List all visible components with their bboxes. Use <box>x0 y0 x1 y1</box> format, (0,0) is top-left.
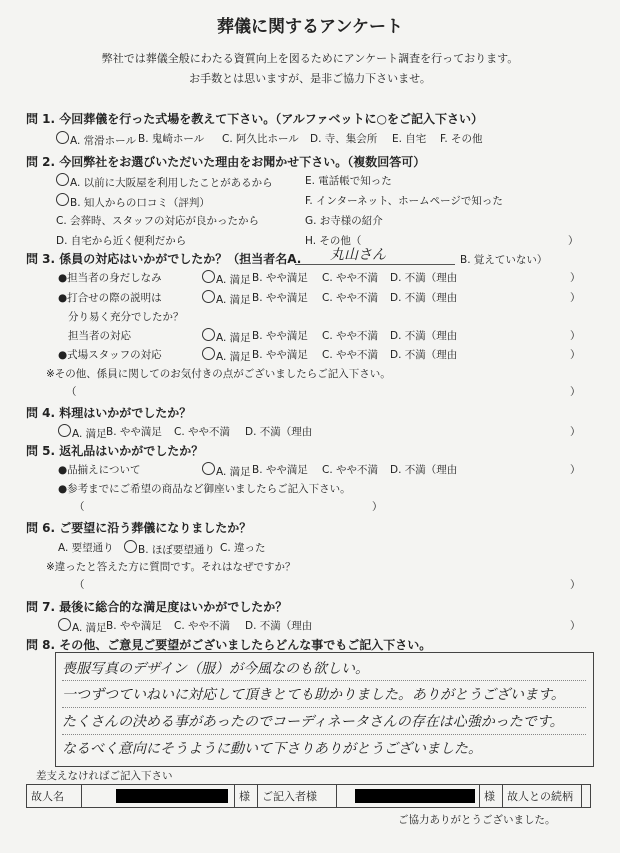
q7-b[interactable]: B. やや満足 <box>106 620 162 632</box>
q2-option-c[interactable]: C. 会葬時、スタッフの対応が良かったから <box>56 215 260 227</box>
q3-note-close: ） <box>570 386 581 398</box>
deceased-label: 故人名 <box>27 785 82 808</box>
circle-mark-icon <box>202 270 215 283</box>
q3-label-end: B. 覚えていない） <box>460 254 548 266</box>
comment-line <box>62 680 586 681</box>
relation-label: 故人との続柄 <box>503 785 582 808</box>
q3-r4-b[interactable]: B. やや満足 <box>252 349 308 361</box>
q5-row: ●品揃えについて <box>58 464 141 476</box>
q3-r2-close: ） <box>570 292 581 304</box>
q3-staff-underline <box>295 264 455 265</box>
q6-note-close: ） <box>570 579 581 591</box>
q4-a[interactable]: A. 満足 <box>58 424 107 441</box>
q5-d[interactable]: D. 不満（理由 <box>390 464 458 476</box>
circle-mark-icon <box>58 618 71 631</box>
circle-mark-icon <box>202 462 215 475</box>
q5-c[interactable]: C. やや不満 <box>322 464 379 476</box>
q4-close: ） <box>570 426 581 438</box>
comment-line <box>62 734 586 735</box>
q1-option-f[interactable]: F. その他 <box>440 133 483 145</box>
q4-b[interactable]: B. やや満足 <box>106 426 162 438</box>
q3-r1-c[interactable]: C. やや不満 <box>322 272 379 284</box>
sama-1: 様 <box>235 785 258 808</box>
circle-mark-icon <box>58 424 71 437</box>
comment-line <box>62 707 586 708</box>
q3-r4-d[interactable]: D. 不満（理由 <box>390 349 458 361</box>
q2-label: 問 2. 今回弊社をお選びいただいた理由をお聞かせ下さい。（複数回答可） <box>26 155 426 169</box>
q3-r4-c[interactable]: C. やや不満 <box>322 349 379 361</box>
q8-comment-1: 喪服写真のデザイン（服）が今風なのも欲しい。 <box>62 661 370 677</box>
intro-line-2: お手数とは思いますが、是非ご協力下さいませ。 <box>189 72 431 85</box>
thanks-text: ご協力ありがとうございました。 <box>398 814 556 826</box>
sama-2: 様 <box>480 785 503 808</box>
q3-r2-b[interactable]: B. やや満足 <box>252 292 308 304</box>
q3-r2-c[interactable]: C. やや不満 <box>322 292 379 304</box>
q7-d[interactable]: D. 不満（理由 <box>245 620 313 632</box>
q3-r2-a[interactable]: A. 満足 <box>202 290 251 307</box>
circle-mark-icon <box>124 540 137 553</box>
q5-a[interactable]: A. 満足 <box>202 462 251 479</box>
q3-row-explanation-2: 分り易く充分でしたか？ <box>68 311 184 323</box>
q3-r4-a[interactable]: A. 満足 <box>202 347 251 364</box>
q5-note: ●参考までにご希望の商品など御座いましたらご記入下さい。 <box>58 483 351 495</box>
redaction-block <box>355 789 475 803</box>
q3-note-open: （ <box>66 386 77 398</box>
q3-r3-close: ） <box>570 330 581 342</box>
redaction-block <box>116 789 228 803</box>
q6-note-open: （ <box>74 579 85 591</box>
deceased-name-field[interactable] <box>82 785 235 808</box>
q3-r3-a[interactable]: A. 満足 <box>202 328 251 345</box>
q6-c[interactable]: C. 違った <box>220 542 266 554</box>
q3-label: 問 3. 係員の対応はいかがでしたか？（担当者名A. <box>26 252 302 266</box>
q3-row-explanation: ●打合せの際の説明は <box>58 292 162 304</box>
footer-note: 差支えなければご記入下さい <box>36 770 173 782</box>
q5-note-open: （ <box>74 501 85 513</box>
q2-option-b[interactable]: B. 知人からの口コミ（評判） <box>56 193 210 210</box>
q2-option-h[interactable]: H. その他（ <box>305 235 362 247</box>
q3-r1-b[interactable]: B. やや満足 <box>252 272 308 284</box>
q1-option-b[interactable]: B. 鬼崎ホール <box>138 133 205 145</box>
circle-mark-icon <box>56 131 69 144</box>
q5-close: ） <box>570 464 581 476</box>
writer-label: ご記入者様 <box>258 785 337 808</box>
q1-option-c[interactable]: C. 阿久比ホール <box>222 133 299 145</box>
q2-option-a[interactable]: A. 以前に大阪屋を利用したことがあるから <box>56 173 273 190</box>
q3-r1-close: ） <box>570 272 581 284</box>
q1-option-e[interactable]: E. 自宅 <box>392 133 427 145</box>
q5-note-close: ） <box>372 501 383 513</box>
q3-r2-d[interactable]: D. 不満（理由 <box>390 292 458 304</box>
relation-field[interactable] <box>582 785 591 808</box>
q3-note: ※その他、係員に関してのお気付きの点がございましたらご記入下さい。 <box>46 368 391 380</box>
q5-label: 問 5. 返礼品はいかがでしたか？ <box>26 444 204 458</box>
q3-r1-d[interactable]: D. 不満（理由 <box>390 272 458 284</box>
q1-option-d[interactable]: D. 寺、集会所 <box>310 133 378 145</box>
q8-comment-3: たくさんの決める事があったのでコーディネータさんの存在は心強かったです。 <box>62 714 564 730</box>
writer-name-field[interactable] <box>337 785 480 808</box>
q6-b[interactable]: B. ほぼ要望通り <box>124 540 215 557</box>
intro-line-1: 弊社では葬儀全般にわたる資質向上を図るためにアンケート調査を行っております。 <box>101 52 519 65</box>
q7-a[interactable]: A. 満足 <box>58 618 107 635</box>
q7-c[interactable]: C. やや不満 <box>174 620 231 632</box>
q3-r4-close: ） <box>570 349 581 361</box>
q6-note: ※違ったと答えた方に質問です。それはなぜですか？ <box>46 561 296 573</box>
circle-mark-icon <box>202 328 215 341</box>
q4-c[interactable]: C. やや不満 <box>174 426 231 438</box>
q3-row-staff: 担当者の対応 <box>68 330 131 342</box>
circle-mark-icon <box>56 193 69 206</box>
q4-label: 問 4. 料理はいかがでしたか？ <box>26 406 192 420</box>
circle-mark-icon <box>202 347 215 360</box>
q1-option-a[interactable]: A. 常滑ホール <box>56 131 136 148</box>
q6-label: 問 6. ご要望に沿う葬儀になりましたか？ <box>26 521 252 535</box>
q5-b[interactable]: B. やや満足 <box>252 464 308 476</box>
q3-r1-a[interactable]: A. 満足 <box>202 270 251 287</box>
q8-comment-4: なるべく意向にそうように動いて下さりありがとうございました。 <box>62 741 482 757</box>
q2-close-paren: ） <box>568 235 579 247</box>
page-title: 葬儀に関するアンケート <box>217 17 403 37</box>
q2-option-e[interactable]: E. 電話帳で知った <box>305 175 392 187</box>
circle-mark-icon <box>56 173 69 186</box>
q2-option-d[interactable]: D. 自宅から近く便利だから <box>56 235 187 247</box>
q3-r3-b[interactable]: B. やや満足 <box>252 330 308 342</box>
name-table <box>26 784 591 808</box>
q3-row-venue-staff: ●式場スタッフの対応 <box>58 349 162 361</box>
q4-d[interactable]: D. 不満（理由 <box>245 426 313 438</box>
q8-comment-2: 一つずつていねいに対応して頂きとても助かりました。ありがとうございます。 <box>62 687 565 703</box>
q3-r3-c[interactable]: C. やや不満 <box>322 330 379 342</box>
q2-option-f[interactable]: F. インターネット、ホームページで知った <box>305 195 503 207</box>
q8-label: 問 8. その他、ご意見ご要望がございましたらどんな事でもご記入下さい。 <box>26 638 432 652</box>
q3-row-appearance: ●担当者の身だしなみ <box>58 272 162 284</box>
q3-r3-d[interactable]: D. 不満（理由 <box>390 330 458 342</box>
q3-staff-name: 丸山さん <box>330 247 386 263</box>
q7-close: ） <box>570 620 581 632</box>
q7-label: 問 7. 最後に総合的な満足度はいかがでしたか？ <box>26 600 288 614</box>
circle-mark-icon <box>202 290 215 303</box>
q6-a[interactable]: A. 要望通り <box>58 542 114 554</box>
q1-label: 問 1. 今回葬儀を行った式場を教えて下さい。（アルファベットに○をご記入下さい） <box>26 112 484 126</box>
q2-option-g[interactable]: G. お寺様の紹介 <box>305 215 383 227</box>
